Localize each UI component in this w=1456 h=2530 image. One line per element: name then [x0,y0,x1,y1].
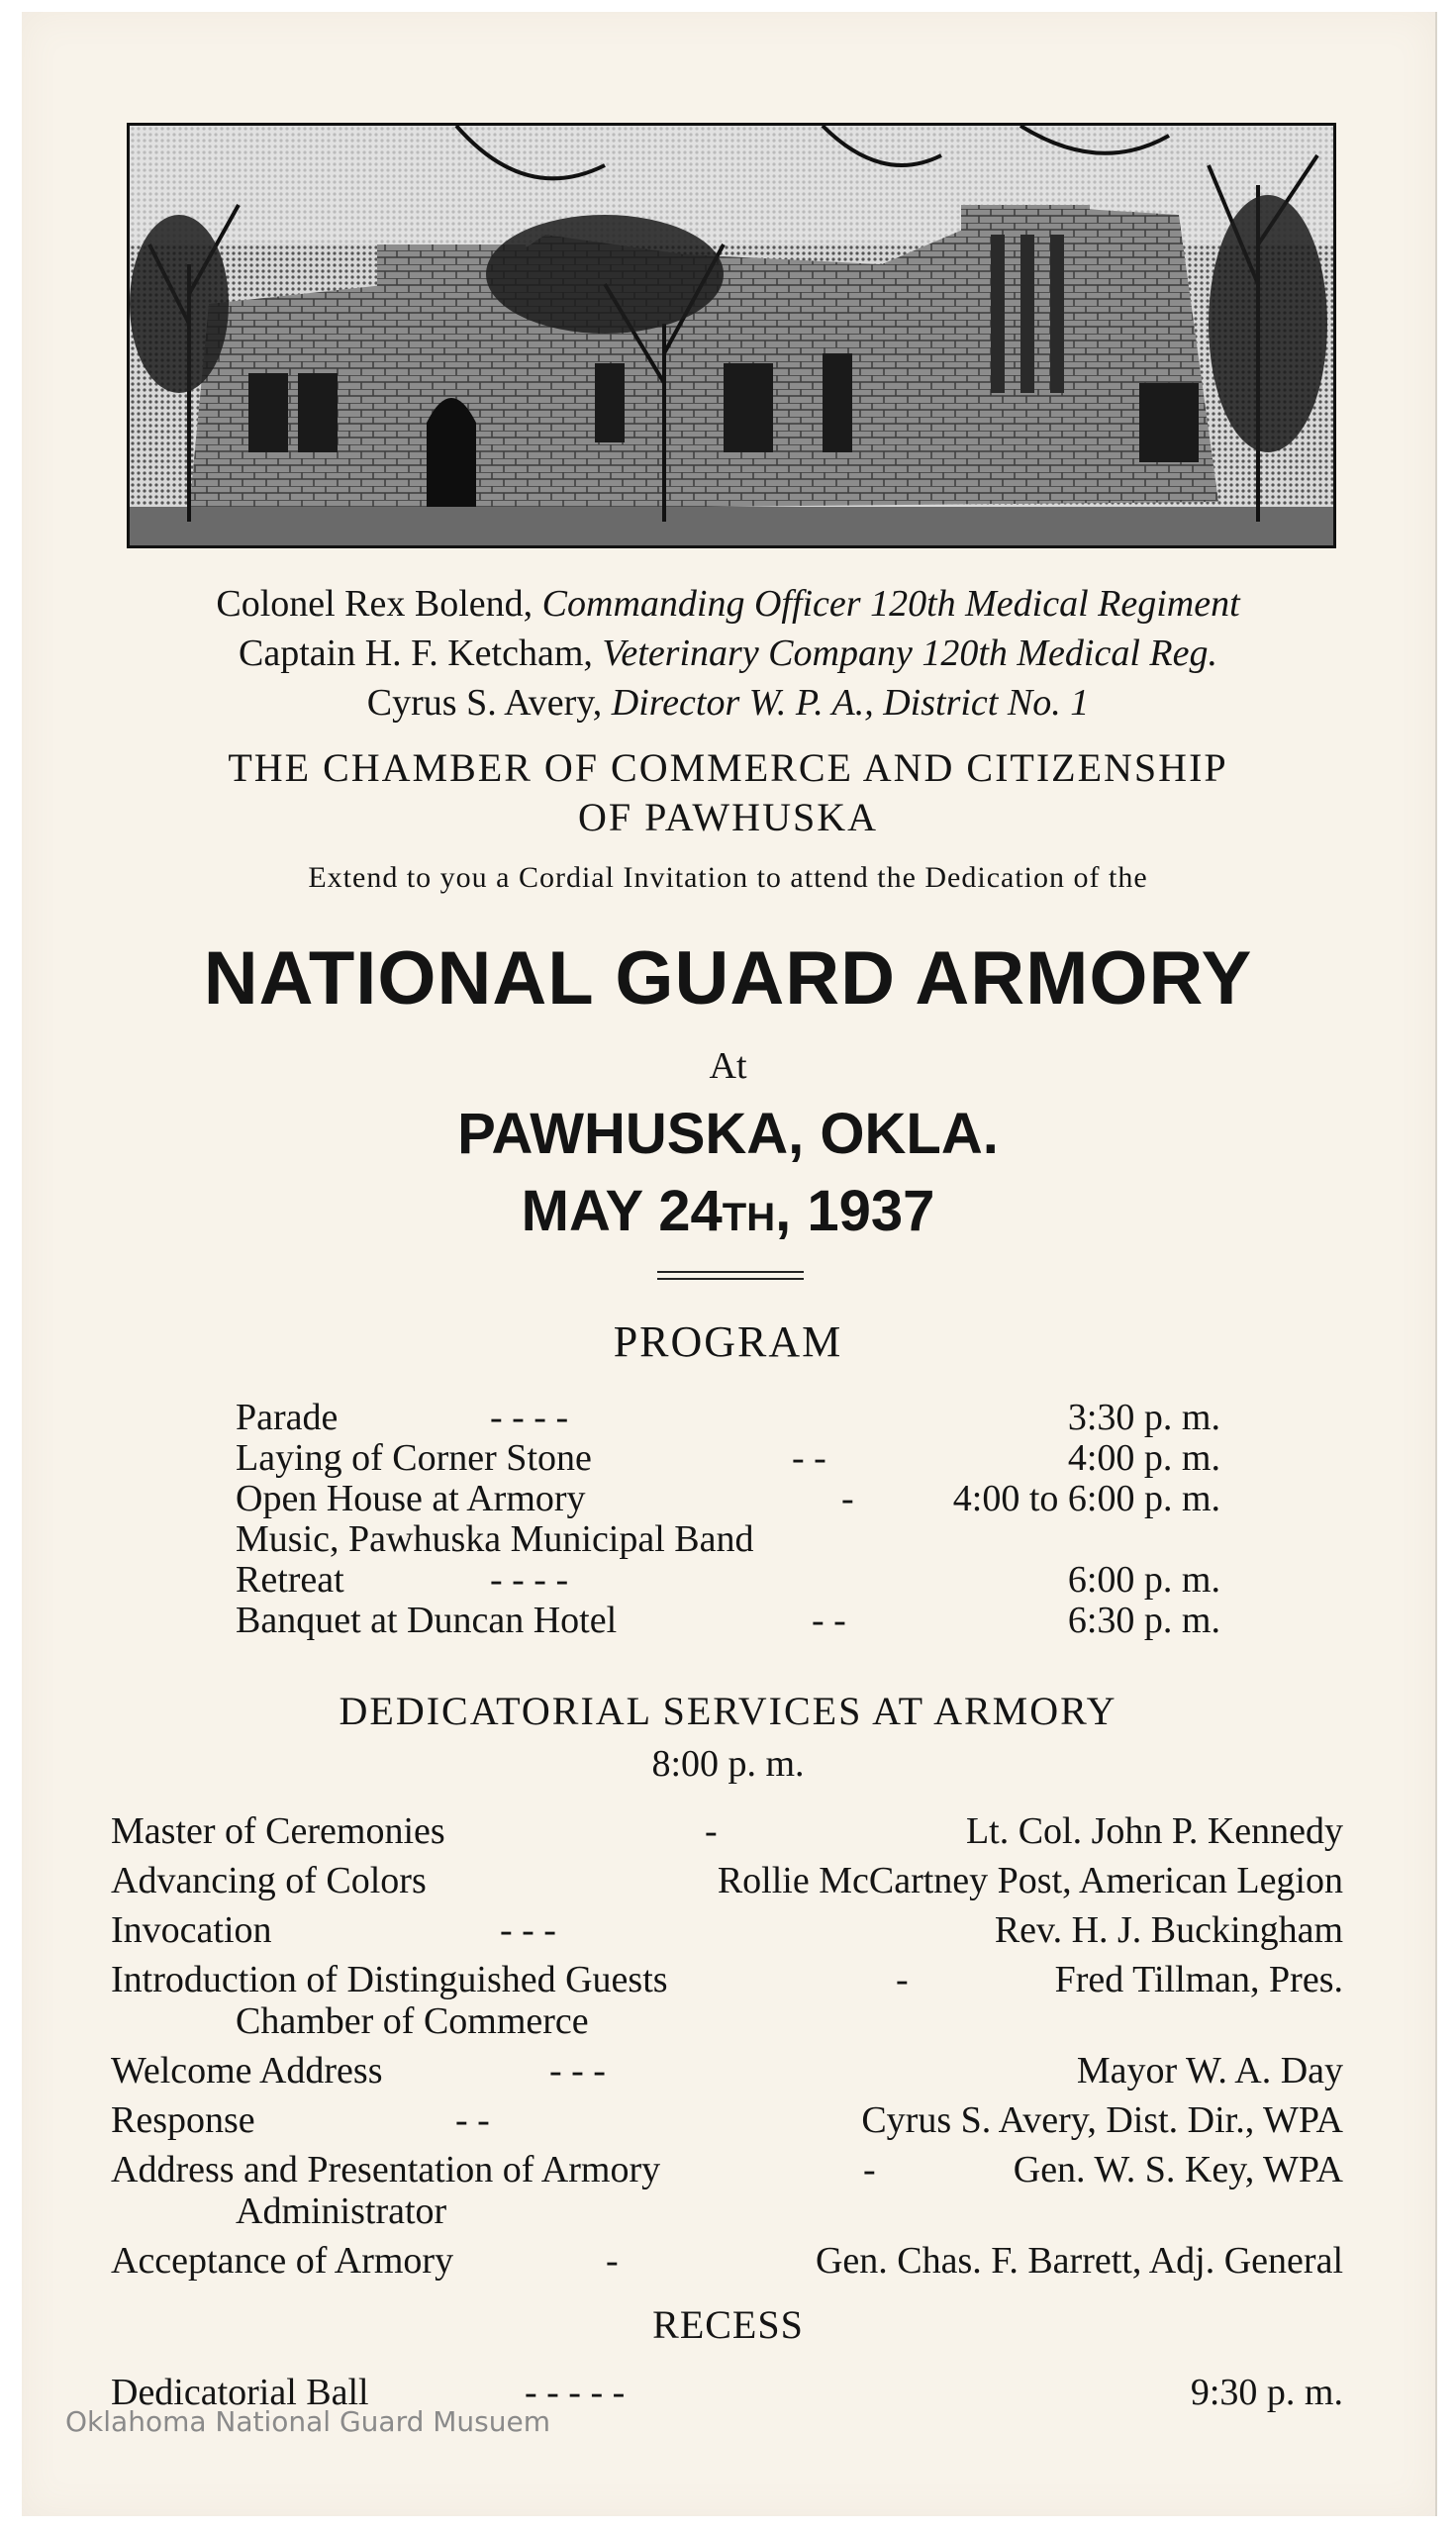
armory-photo [127,123,1336,548]
leader-dashes: - [863,2149,876,2190]
services-time: 8:00 p. m. [651,1743,805,1785]
leader-dashes: - [606,2240,619,2282]
leader-dashes: - - [455,2099,490,2141]
location: PAWHUSKA, OKLA. [457,1102,999,1166]
program-event: Parade [236,1397,339,1438]
leader-dashes: - [705,1810,718,1852]
service-role: Introduction of Distinguished Guests [111,1959,668,2000]
service-role: Welcome Address [111,2050,383,2092]
program-time: 3:30 p. m. [1067,1397,1220,1438]
program-heading: PROGRAM [613,1317,843,1366]
service-role: Advancing of Colors [111,1860,427,1901]
recess-label: RECESS [652,2302,804,2347]
service-role: Response [111,2099,255,2141]
sponsor-line: Colonel Rex Bolend, Commanding Officer 120th Medical Regiment [216,583,1240,625]
service-person: Lt. Col. John P. Kennedy [965,1810,1343,1852]
service-person: Gen. W. S. Key, WPA [1013,2149,1343,2190]
program-event: Banquet at Duncan Hotel [236,1600,618,1641]
leader-dashes: - - - - [490,1559,569,1601]
service-role: Master of Ceremonies [111,1810,445,1852]
divider [657,1278,804,1280]
service-role: Invocation [111,1909,272,1951]
program-event: Open House at Armory [236,1478,586,1519]
service-role: Address and Presentation of Armory [111,2149,661,2190]
service-person: Rollie McCartney Post, American Legion [717,1860,1343,1901]
at-label: At [709,1045,747,1087]
leader-dashes: - - - - - [525,2372,626,2413]
service-person: Mayor W. A. Day [1076,2050,1343,2092]
program-time: 6:00 p. m. [1067,1559,1220,1601]
event-title: NATIONAL GUARD ARMORY [203,936,1253,1021]
leader-dashes: - - - - [490,1397,569,1438]
service-role: Acceptance of Armory [111,2240,454,2282]
event-date: MAY 24TH, 1937 [521,1179,935,1243]
museum-watermark: Oklahoma National Guard Musuem [65,2405,551,2438]
program-time: 4:00 to 6:00 p. m. [952,1478,1220,1519]
program-time: 4:00 p. m. [1067,1437,1220,1479]
ball-event: Dedicatorial Ball [111,2372,369,2413]
leader-dashes: - [841,1478,854,1519]
program-event: Music, Pawhuska Municipal Band [236,1518,754,1560]
service-person: Fred Tillman, Pres. [1054,1959,1343,2000]
program-event: Laying of Corner Stone [236,1437,592,1479]
service-person: Gen. Chas. F. Barrett, Adj. General [815,2240,1343,2282]
sponsor-line: Captain H. F. Ketcham, Veterinary Company 120th Medical Reg. [239,632,1217,674]
host-line: OF PAWHUSKA [578,795,878,839]
leader-dashes: - - - [500,1909,556,1951]
service-continuation: Administrator [236,2190,447,2232]
program-time: 6:30 p. m. [1067,1600,1220,1641]
leader-dashes: - - - [549,2050,606,2092]
divider [657,1271,804,1273]
service-continuation: Chamber of Commerce [236,2000,589,2042]
leader-dashes: - [896,1959,909,2000]
program-event: Retreat [236,1559,344,1601]
invitation-text: Extend to you a Cordial Invitation to attend the Dedication of the [308,861,1148,894]
service-person: Rev. H. J. Buckingham [994,1909,1343,1951]
host-line: THE CHAMBER OF COMMERCE AND CITIZENSHIP [228,745,1228,790]
services-heading: DEDICATORIAL SERVICES AT ARMORY [339,1689,1117,1733]
service-person: Cyrus S. Avery, Dist. Dir., WPA [861,2099,1343,2141]
ball-time: 9:30 p. m. [1190,2372,1343,2413]
leader-dashes: - - [812,1600,846,1641]
sponsor-line: Cyrus S. Avery, Director W. P. A., District No. 1 [366,682,1090,724]
leader-dashes: - - [792,1437,826,1479]
